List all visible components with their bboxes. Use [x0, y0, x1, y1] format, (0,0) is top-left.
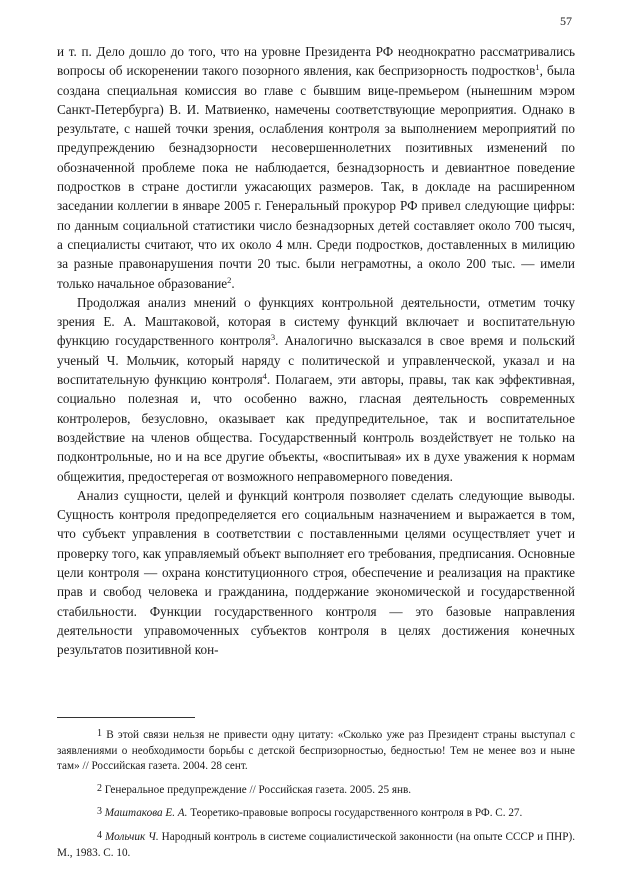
footnote-number: 1	[97, 728, 102, 739]
footnote-text: Теоретико-правовые вопросы государственного контроля в РФ. С. 27.	[187, 807, 523, 820]
footnote-number: 3	[97, 806, 102, 818]
footnote-author: Маштакова Е. А.	[104, 807, 188, 820]
footnote-number: 2	[97, 782, 102, 794]
footnote-4	[57, 828, 575, 861]
paragraph-text: Продолжая анализ мнений о функциях контрольной деятельности, отметим точку зрения Е. А. Маштаковой, которая в систему функций включает и воспитательную функцию государственного контроля	[57, 294, 575, 349]
footnote-ref[interactable]: 4	[262, 371, 267, 382]
footnote-ref[interactable]: 2	[227, 274, 232, 285]
paragraph-3	[57, 486, 575, 660]
paragraph-text: и т. п. Дело дошло до того, что на уровне Президента РФ неоднократно рассматривались вопросы об искоренении такого позорного явления, как беспризорность подростков	[57, 44, 575, 79]
paragraph-text: . Аналогично высказался в свое время и польский ученый Ч. Мольчик, который наряду с политической и управленческой, указал и на воспитательную функцию контроля	[57, 333, 575, 388]
main-text	[57, 42, 575, 660]
paragraph-text: Анализ сущности, целей и функций контроля позволяет сделать следующие выводы. Сущность контроля предопределяется его социальным назначением и выражается в том, что субъект управления в соответствии с поставленными целями осуществляет учет и проверку того, как управляемый объект выполняет его требования, предписания. Основные цели контроля — охрана конституционного строя, обеспечение и реализация на практике прав и свобод человека и гражданина, поддержание экономической и государственной стабильности. Функции государственного контроля — это базовые направления деятельности управомоченных субъектов контроля в целях достижения конечных результатов позитивной кон-	[57, 487, 575, 658]
paragraph-text: . Полагаем, эти авторы, правы, так как эффективная, социально полезная и, что особенно важно, гласная деятельность современных контролеров, безусловно, оказывает как предупредительное, так и воспитательное воздействие на членов общества. Государственный контроль воздействует не только на подконтрольные, но и на все другие объекты, «воспитывая» их в духе уважения к нормам общежития, предостерегая от возможного неправомерного поведения.	[57, 372, 576, 484]
footnote-text: Генеральное предупреждение // Российская газета. 2005. 25 янв.	[104, 783, 412, 796]
footnote-3	[57, 804, 575, 822]
footnote-1	[57, 726, 575, 775]
page-number: 57	[560, 14, 572, 28]
paragraph-text: , была создана специальная комиссия во главе с бывшим вице-премьером (нынешним мэром Санкт-Петербурга) В. И. Матвиенко, намечены соответствующие мероприятия. Однако в результате, с нашей точки зрения, ослабления контроля за выполнением мероприятий по предупреждению безнадзорности несовершеннолетних позитивных изменений по обозначенной проблеме пока не наблюдается, безнадзорность и девиантное поведение подростков в стране достигли ужасающих размеров. Так, в докладе на расширенном заседании коллегии в январе 2005 г. Генеральный прокурор РФ привел следующие цифры: по данным социальной статистики число безнадзорных детей составляет около 700 тысяч, а специалисты считают, что их около 4 млн. Среди подростков, доставленных в милицию за разные правонарушения почти 20 тыс. были неграмотны, а около 200 тыс. — имели только начальное образование	[57, 63, 575, 291]
paragraph-2	[57, 293, 575, 486]
footnote-ref[interactable]: 1	[535, 62, 540, 73]
footnote-author: Мольчик Ч.	[105, 830, 159, 843]
footnote-2	[57, 781, 575, 799]
paragraph-1	[57, 42, 575, 293]
footnote-separator	[57, 717, 195, 718]
paragraph-text: .	[231, 275, 235, 291]
footnote-ref[interactable]: 3	[270, 332, 276, 343]
footnote-text: Народный контроль в системе социалистической законности (на опыте СССР и ПНР). М., 1983. С. 10.	[57, 830, 575, 859]
footnote-number: 4	[97, 829, 102, 841]
footnotes	[57, 726, 575, 867]
footnote-text: В этой связи нельзя не привести одну цитату: «Сколько уже раз Президент страны выступал с заявлениями о необходимости борьбы с детской беспризорностью, бедностью! Тем не менее воз и ныне там» // Российская газета. 2004. 28 сент.	[57, 729, 576, 773]
